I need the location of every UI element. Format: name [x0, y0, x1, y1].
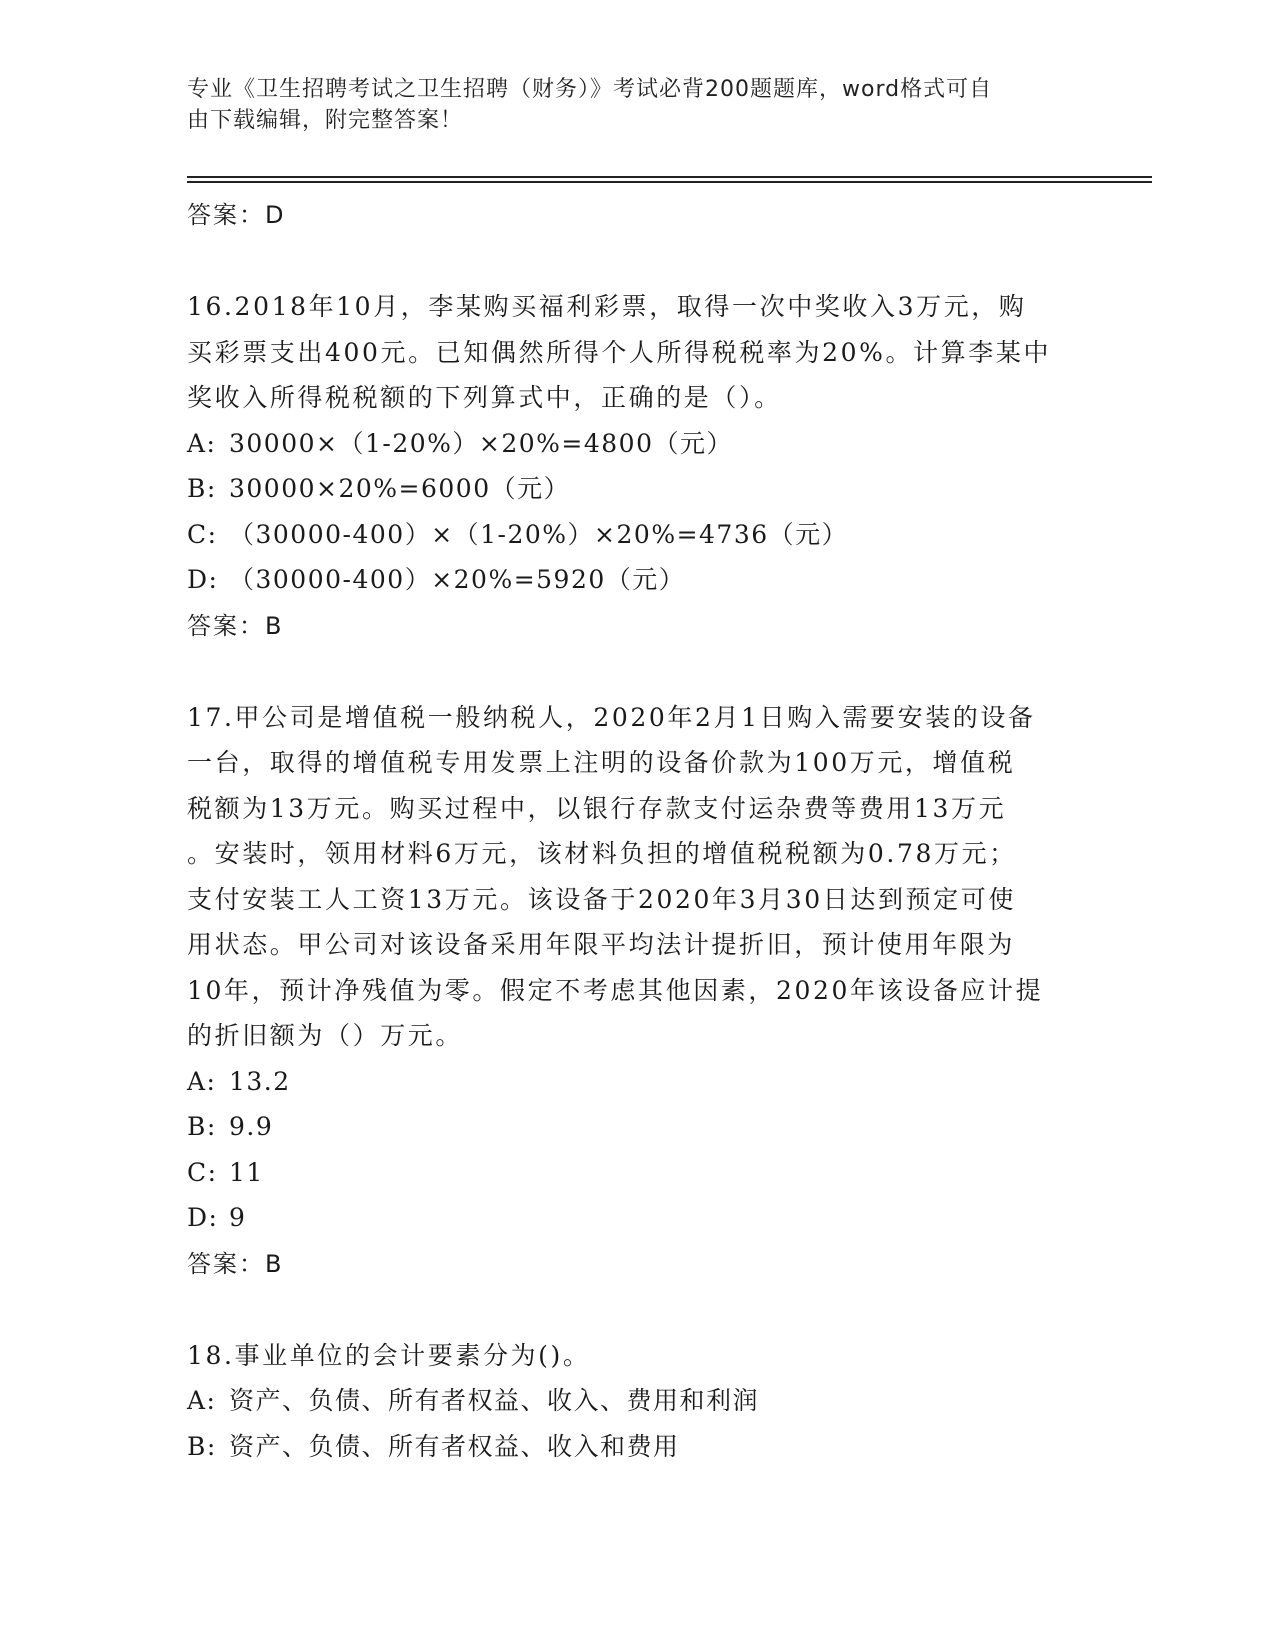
answer-option — [187, 1424, 1087, 1470]
header-line-1: 专业《卫生招聘考试之卫生招聘（财务）》考试必背200题题库，word格式可自 — [187, 77, 993, 102]
block-spacer — [187, 238, 1087, 284]
option-key: B: — [187, 1112, 217, 1141]
header-rule-bottom — [187, 181, 1152, 183]
option-key: B: — [187, 474, 217, 503]
option-key: A: — [187, 1386, 217, 1415]
header-rule-top — [187, 176, 1152, 178]
option-text: 资产、负债、所有者权益、收入、费用和利润 — [229, 1386, 760, 1415]
question-text-line: 16.2018年10月，李某购买福利彩票，取得一次中奖收入3万元，购 — [187, 292, 1027, 321]
option-key: D: — [187, 565, 219, 594]
question-text-line: 10年，预计净残值为零。假定不考虑其他因素，2020年该设备应计提 — [187, 975, 1044, 1005]
question-text-line: 18.事业单位的会计要素分为()。 — [187, 1340, 591, 1370]
answer-option — [187, 557, 1087, 603]
option-text: 30000×20%=6000（元） — [229, 474, 571, 503]
answer-line: 答案：B — [187, 611, 284, 640]
option-key: C: — [187, 519, 218, 549]
option-key: C: — [187, 1157, 218, 1187]
option-text: 11 — [229, 1157, 264, 1187]
option-key: A: — [187, 428, 217, 458]
option-text: 30000×（1-20%）×20%=4800（元） — [229, 428, 733, 458]
question-list — [187, 192, 1087, 1469]
option-text: （30000-400）×（1-20%）×20%=4736（元） — [229, 519, 849, 549]
answer-option — [187, 466, 1087, 512]
block-spacer — [187, 1287, 1087, 1333]
header-line-2: 由下载编辑，附完整答案！ — [187, 108, 464, 133]
option-text: 13.2 — [229, 1066, 291, 1096]
option-text: 9 — [229, 1203, 247, 1232]
question-text-line: 奖收入所得税税额的下列算式中，正确的是（）。 — [187, 383, 782, 412]
answer-option — [187, 1378, 1087, 1424]
question-text-line: 的折旧额为（）万元。 — [187, 1021, 464, 1050]
option-text: （30000-400）×20%=5920（元） — [229, 565, 686, 594]
option-key: A: — [187, 1066, 217, 1096]
question-text-line: 用状态。甲公司对该设备采用年限平均法计提折旧，预计使用年限为 — [187, 930, 1016, 959]
question-text-line: 一台，取得的增值税专用发票上注明的设备价款为100万元，增值税 — [187, 748, 1016, 777]
question-text-line: 17.甲公司是增值税一般纳税人，2020年2月1日购入需要安装的设备 — [187, 702, 1036, 732]
answer-line: 答案：B — [187, 1249, 284, 1278]
option-text: 9.9 — [229, 1112, 274, 1141]
question-text-line: 支付安装工人工资13万元。该设备于2020年3月30日达到预定可使 — [187, 884, 1016, 914]
answer-option — [187, 512, 1087, 558]
answer-option — [187, 1150, 1087, 1196]
answer-option — [187, 1195, 1087, 1241]
answer-option — [187, 421, 1087, 467]
answer-line: 答案：D — [187, 201, 286, 229]
option-key: B: — [187, 1431, 217, 1461]
document-header — [187, 74, 1067, 136]
block-spacer — [187, 649, 1087, 695]
question-text-line: 。安装时，领用材料6万元，该材料负担的增值税税额为0.78万元； — [187, 839, 1017, 868]
option-key: D: — [187, 1203, 219, 1232]
answer-option — [187, 1059, 1087, 1105]
question-text-line: 买彩票支出400元。已知偶然所得个人所得税税率为20%。计算李某中 — [187, 337, 1052, 367]
question-text-line: 税额为13万元。购买过程中，以银行存款支付运杂费等费用13万元 — [187, 793, 1007, 823]
option-text: 资产、负债、所有者权益、收入和费用 — [229, 1431, 680, 1461]
answer-option — [187, 1104, 1087, 1150]
